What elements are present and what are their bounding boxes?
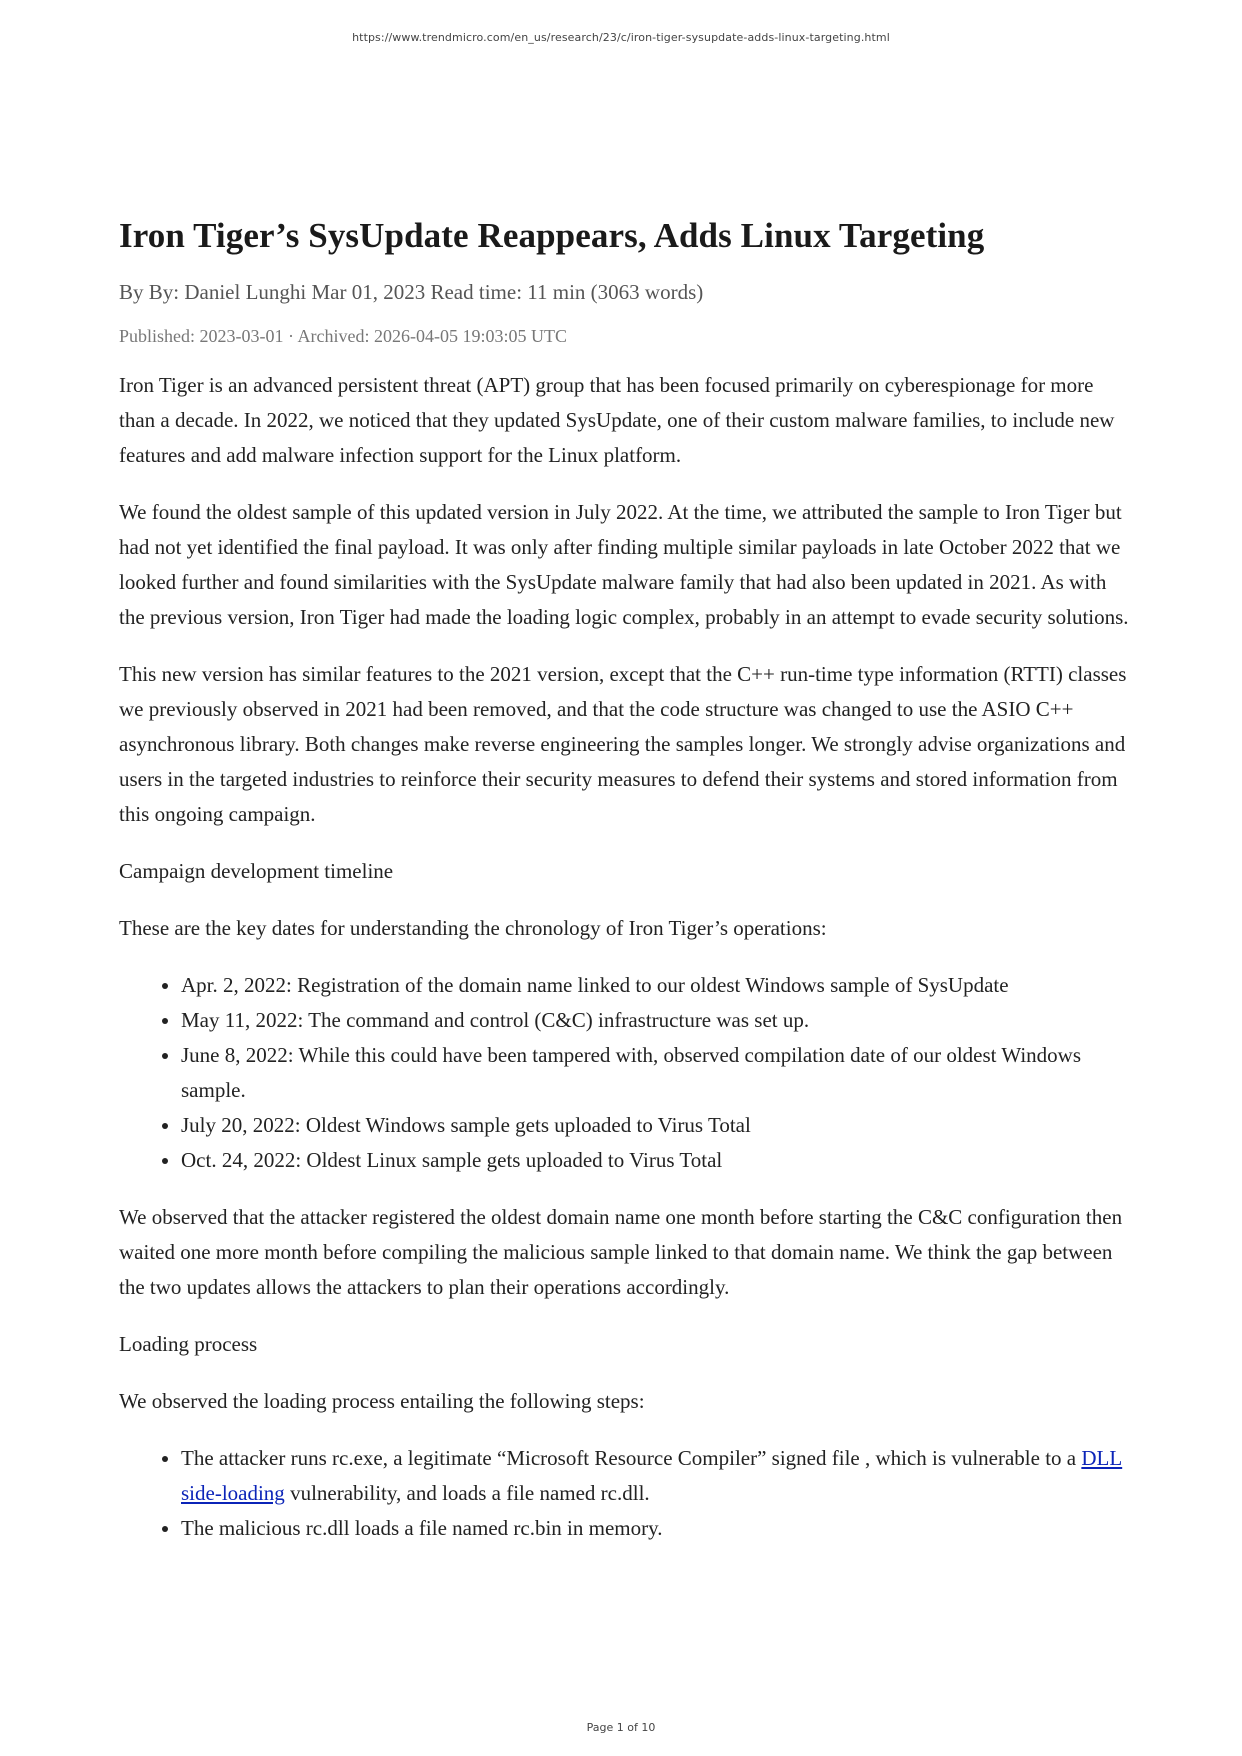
timeline-item: • July 20, 2022: Oldest Windows sample gets uploaded to Virus Total bbox=[181, 1108, 1129, 1143]
section-heading-loading: Loading process bbox=[119, 1332, 258, 1356]
timeline-item: • May 11, 2022: The command and control (C&C) infrastructure was set up. bbox=[181, 1003, 1129, 1038]
timeline-item: • Apr. 2, 2022: Registration of the domain name linked to our oldest Windows sample of SysUpdate bbox=[181, 968, 1129, 1003]
timeline-item: • June 8, 2022: While this could have been tampered with, observed compilation date of our oldest Windows sample. bbox=[181, 1038, 1129, 1108]
timeline-note: We observed that the attacker registered the oldest domain name one month before starting the C&C configuration then waited one more month before compiling the malicious sample linked to that domain name. We think the gap between the two updates allows the attackers to plan their operations accordingly. bbox=[119, 1205, 1123, 1299]
section-heading-timeline: Campaign development timeline bbox=[119, 859, 394, 883]
print-header-url: https://www.trendmicro.com/en_us/research/23/c/iron-tiger-sysupdate-adds-linux-targeting.html bbox=[352, 31, 890, 44]
loading-step-1-text-after: vulnerability, and loads a file named rc.dll. bbox=[284, 1481, 650, 1505]
article-body bbox=[119, 368, 1129, 1546]
timeline-item: • Oct. 24, 2022: Oldest Linux sample gets uploaded to Virus Total bbox=[181, 1143, 1129, 1178]
loading-intro: We observed the loading process entailing the following steps: bbox=[119, 1389, 645, 1413]
intro-paragraph-3: This new version has similar features to the 2021 version, except that the C++ run-time type information (RTTI) classes we previously observed in 2021 had been removed, and that the code structure was changed to use the ASIO C++ asynchronous library. Both changes make reverse engineering the samples longer. We strongly advise organizations and users in the targeted industries to reinforce their security measures to defend their systems and stored information from this ongoing campaign. bbox=[119, 662, 1127, 826]
loading-step-1-text-before: The attacker runs rc.exe, a legitimate “Microsoft Resource Compiler” signed file , which is vulnerable to a bbox=[181, 1446, 1082, 1470]
dll-side-loading-link[interactable]: DLL side-loading bbox=[181, 1446, 1123, 1505]
loading-step-2: • The malicious rc.dll loads a file named rc.bin in memory. bbox=[181, 1511, 1129, 1546]
timeline-list bbox=[119, 968, 1129, 1178]
loading-step-1 bbox=[181, 1441, 1129, 1511]
article-title: Iron Tiger’s SysUpdate Reappears, Adds Linux Targeting bbox=[119, 216, 985, 255]
intro-paragraph-1: Iron Tiger is an advanced persistent threat (APT) group that has been focused primarily on cyberespionage for more than a decade. In 2022, we noticed that they updated SysUpdate, one of their custom malware families, to include new features and add malware infection support for the Linux platform. bbox=[119, 373, 1115, 467]
article-published-info: Published: 2023-03-01 · Archived: 2026-04-05 19:03:05 UTC bbox=[119, 326, 567, 346]
loading-steps-list bbox=[119, 1441, 1129, 1546]
article-byline: By By: Daniel Lunghi Mar 01, 2023 Read time: 11 min (3063 words) bbox=[119, 280, 704, 304]
timeline-intro: These are the key dates for understanding the chronology of Iron Tiger’s operations: bbox=[119, 916, 827, 940]
article bbox=[119, 214, 1129, 1568]
page-number: Page 1 of 10 bbox=[586, 1721, 656, 1734]
intro-paragraph-2: We found the oldest sample of this updated version in July 2022. At the time, we attributed the sample to Iron Tiger but had not yet identified the final payload. It was only after finding multiple similar payloads in late October 2022 that we looked further and found similarities with the SysUpdate malware family that had also been updated in 2021. As with the previous version, Iron Tiger had made the loading logic complex, probably in an attempt to evade security solutions. bbox=[119, 500, 1129, 629]
